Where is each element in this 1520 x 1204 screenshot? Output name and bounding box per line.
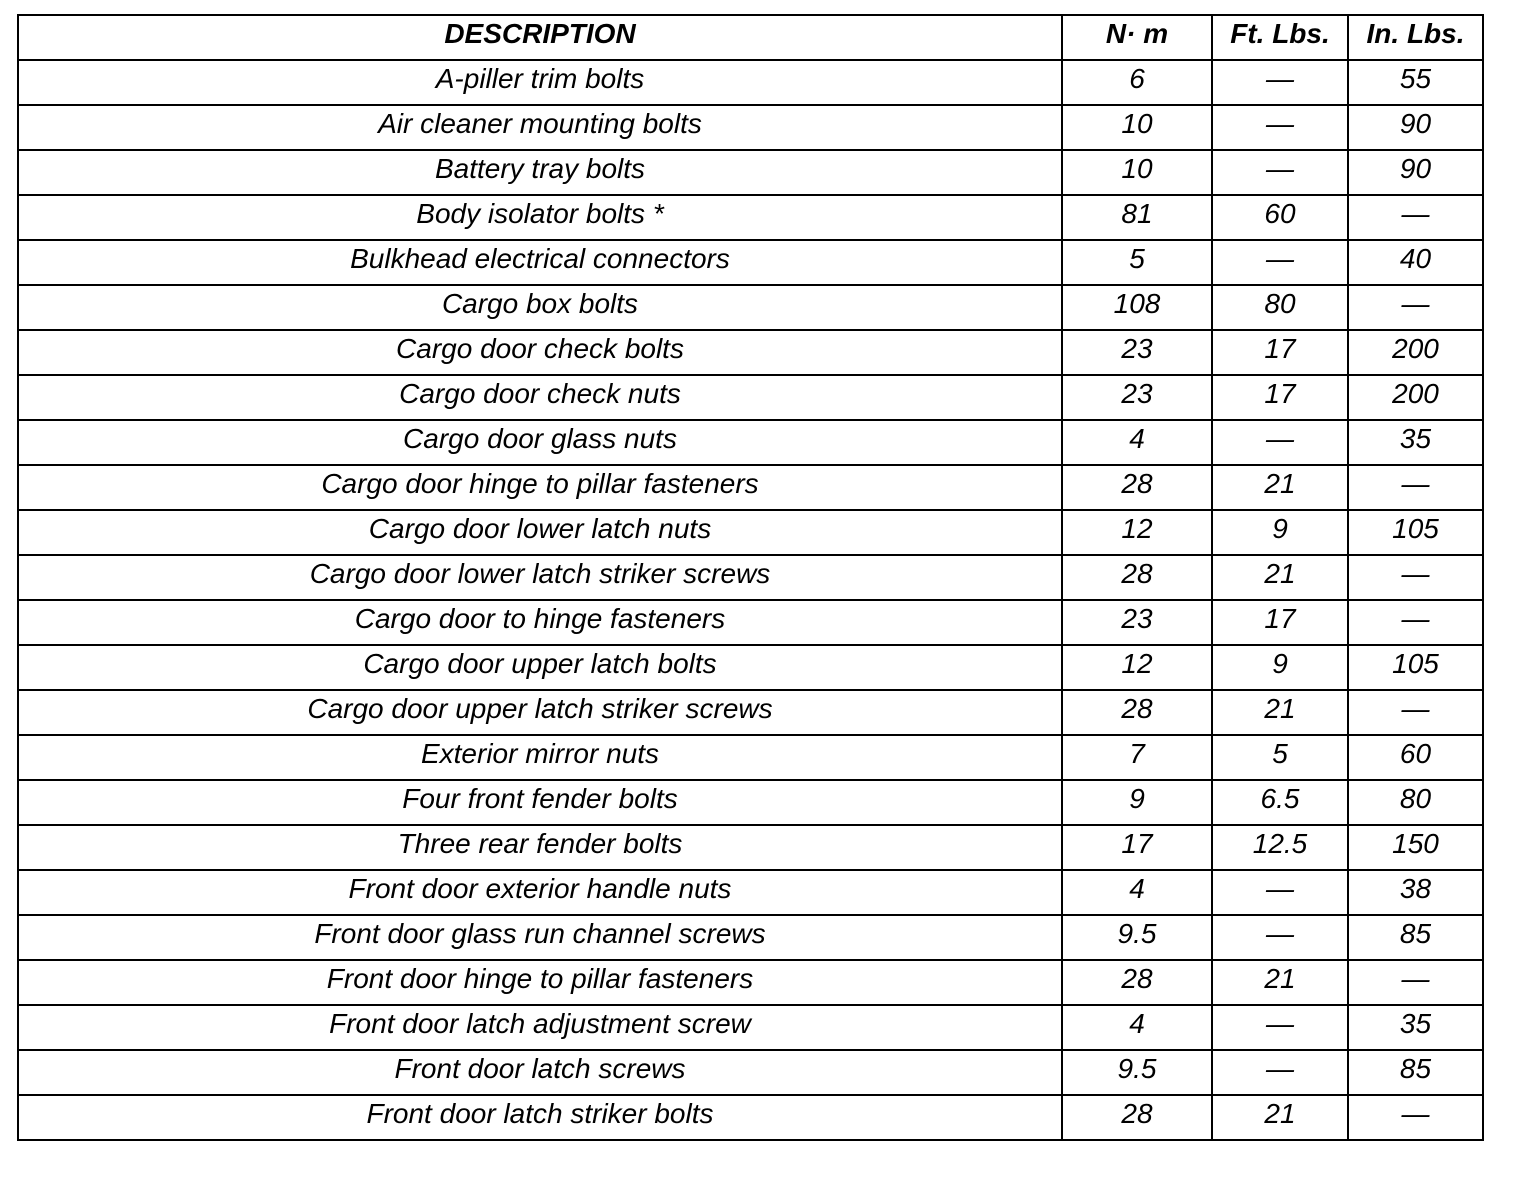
- cell-newton-meters: 12: [1062, 645, 1212, 690]
- cell-inch-pounds: —: [1348, 600, 1483, 645]
- cell-description: Cargo door to hinge fasteners: [18, 600, 1062, 645]
- cell-newton-meters: 23: [1062, 330, 1212, 375]
- cell-foot-pounds: —: [1212, 1005, 1348, 1050]
- cell-description: Cargo door glass nuts: [18, 420, 1062, 465]
- table-row: [18, 375, 1483, 420]
- cell-newton-meters: 17: [1062, 825, 1212, 870]
- cell-inch-pounds: 60: [1348, 735, 1483, 780]
- cell-inch-pounds: —: [1348, 285, 1483, 330]
- cell-inch-pounds: —: [1348, 690, 1483, 735]
- cell-description: Battery tray bolts: [18, 150, 1062, 195]
- cell-foot-pounds: —: [1212, 1050, 1348, 1095]
- cell-foot-pounds: 9: [1212, 510, 1348, 555]
- cell-foot-pounds: 17: [1212, 600, 1348, 645]
- cell-description: Front door latch screws: [18, 1050, 1062, 1095]
- cell-foot-pounds: 21: [1212, 1095, 1348, 1140]
- torque-spec-table: [17, 14, 1484, 1141]
- table-row: [18, 1050, 1483, 1095]
- cell-description: Bulkhead electrical connectors: [18, 240, 1062, 285]
- table-row: [18, 150, 1483, 195]
- cell-inch-pounds: 150: [1348, 825, 1483, 870]
- cell-foot-pounds: 21: [1212, 555, 1348, 600]
- cell-foot-pounds: —: [1212, 60, 1348, 105]
- cell-inch-pounds: —: [1348, 1095, 1483, 1140]
- cell-foot-pounds: —: [1212, 420, 1348, 465]
- cell-newton-meters: 28: [1062, 960, 1212, 1005]
- cell-newton-meters: 4: [1062, 870, 1212, 915]
- cell-foot-pounds: 5: [1212, 735, 1348, 780]
- table-row: [18, 240, 1483, 285]
- cell-foot-pounds: 17: [1212, 330, 1348, 375]
- table-row: [18, 285, 1483, 330]
- cell-description: Cargo door upper latch bolts: [18, 645, 1062, 690]
- cell-foot-pounds: 21: [1212, 690, 1348, 735]
- cell-inch-pounds: 90: [1348, 150, 1483, 195]
- cell-inch-pounds: 90: [1348, 105, 1483, 150]
- header-row: [18, 15, 1483, 60]
- cell-foot-pounds: 60: [1212, 195, 1348, 240]
- cell-description: Front door exterior handle nuts: [18, 870, 1062, 915]
- cell-newton-meters: 12: [1062, 510, 1212, 555]
- table-row: [18, 1095, 1483, 1140]
- cell-foot-pounds: 17: [1212, 375, 1348, 420]
- cell-newton-meters: 28: [1062, 1095, 1212, 1140]
- table-row: [18, 780, 1483, 825]
- table-row: [18, 960, 1483, 1005]
- cell-inch-pounds: 35: [1348, 420, 1483, 465]
- cell-foot-pounds: —: [1212, 240, 1348, 285]
- cell-inch-pounds: 80: [1348, 780, 1483, 825]
- header-description: DESCRIPTION: [18, 15, 1062, 60]
- table-body: [18, 60, 1483, 1140]
- cell-newton-meters: 10: [1062, 105, 1212, 150]
- cell-inch-pounds: 40: [1348, 240, 1483, 285]
- table-row: [18, 105, 1483, 150]
- cell-foot-pounds: 6.5: [1212, 780, 1348, 825]
- cell-inch-pounds: 85: [1348, 1050, 1483, 1095]
- table-row: [18, 555, 1483, 600]
- cell-description: Body isolator bolts *: [18, 195, 1062, 240]
- cell-newton-meters: 28: [1062, 465, 1212, 510]
- cell-newton-meters: 23: [1062, 375, 1212, 420]
- cell-description: Cargo door check bolts: [18, 330, 1062, 375]
- header-inch-pounds: In. Lbs.: [1348, 15, 1483, 60]
- cell-newton-meters: 6: [1062, 60, 1212, 105]
- cell-description: Front door latch striker bolts: [18, 1095, 1062, 1140]
- cell-newton-meters: 28: [1062, 690, 1212, 735]
- cell-inch-pounds: 200: [1348, 375, 1483, 420]
- cell-description: Front door hinge to pillar fasteners: [18, 960, 1062, 1005]
- cell-inch-pounds: 200: [1348, 330, 1483, 375]
- cell-inch-pounds: —: [1348, 555, 1483, 600]
- table-row: [18, 1005, 1483, 1050]
- cell-foot-pounds: 12.5: [1212, 825, 1348, 870]
- cell-foot-pounds: —: [1212, 870, 1348, 915]
- cell-description: Cargo door hinge to pillar fasteners: [18, 465, 1062, 510]
- cell-newton-meters: 5: [1062, 240, 1212, 285]
- cell-foot-pounds: 9: [1212, 645, 1348, 690]
- cell-newton-meters: 108: [1062, 285, 1212, 330]
- cell-foot-pounds: 80: [1212, 285, 1348, 330]
- cell-inch-pounds: —: [1348, 465, 1483, 510]
- cell-description: Cargo door upper latch striker screws: [18, 690, 1062, 735]
- cell-newton-meters: 9.5: [1062, 1050, 1212, 1095]
- cell-description: Cargo door lower latch striker screws: [18, 555, 1062, 600]
- cell-inch-pounds: 55: [1348, 60, 1483, 105]
- cell-newton-meters: 23: [1062, 600, 1212, 645]
- table-row: [18, 510, 1483, 555]
- table-row: [18, 735, 1483, 780]
- header-newton-meters: N· m: [1062, 15, 1212, 60]
- cell-inch-pounds: 35: [1348, 1005, 1483, 1050]
- cell-inch-pounds: —: [1348, 195, 1483, 240]
- table-row: [18, 600, 1483, 645]
- cell-foot-pounds: —: [1212, 915, 1348, 960]
- table-row: [18, 195, 1483, 240]
- cell-description: Exterior mirror nuts: [18, 735, 1062, 780]
- cell-newton-meters: 7: [1062, 735, 1212, 780]
- cell-inch-pounds: —: [1348, 960, 1483, 1005]
- cell-description: Front door glass run channel screws: [18, 915, 1062, 960]
- cell-newton-meters: 9.5: [1062, 915, 1212, 960]
- cell-foot-pounds: 21: [1212, 960, 1348, 1005]
- cell-description: Air cleaner mounting bolts: [18, 105, 1062, 150]
- table-row: [18, 690, 1483, 735]
- cell-inch-pounds: 105: [1348, 645, 1483, 690]
- cell-description: A-piller trim bolts: [18, 60, 1062, 105]
- cell-description: Front door latch adjustment screw: [18, 1005, 1062, 1050]
- table-row: [18, 420, 1483, 465]
- table-row: [18, 645, 1483, 690]
- cell-newton-meters: 4: [1062, 1005, 1212, 1050]
- cell-description: Four front fender bolts: [18, 780, 1062, 825]
- header-foot-pounds: Ft. Lbs.: [1212, 15, 1348, 60]
- cell-description: Cargo box bolts: [18, 285, 1062, 330]
- table-row: [18, 330, 1483, 375]
- cell-newton-meters: 81: [1062, 195, 1212, 240]
- cell-newton-meters: 28: [1062, 555, 1212, 600]
- cell-inch-pounds: 85: [1348, 915, 1483, 960]
- cell-newton-meters: 4: [1062, 420, 1212, 465]
- cell-newton-meters: 9: [1062, 780, 1212, 825]
- cell-foot-pounds: —: [1212, 150, 1348, 195]
- table-row: [18, 825, 1483, 870]
- table-row: [18, 60, 1483, 105]
- cell-inch-pounds: 38: [1348, 870, 1483, 915]
- cell-foot-pounds: 21: [1212, 465, 1348, 510]
- cell-newton-meters: 10: [1062, 150, 1212, 195]
- table-row: [18, 915, 1483, 960]
- cell-description: Cargo door lower latch nuts: [18, 510, 1062, 555]
- table-row: [18, 465, 1483, 510]
- cell-description: Cargo door check nuts: [18, 375, 1062, 420]
- table-row: [18, 870, 1483, 915]
- cell-foot-pounds: —: [1212, 105, 1348, 150]
- cell-inch-pounds: 105: [1348, 510, 1483, 555]
- cell-description: Three rear fender bolts: [18, 825, 1062, 870]
